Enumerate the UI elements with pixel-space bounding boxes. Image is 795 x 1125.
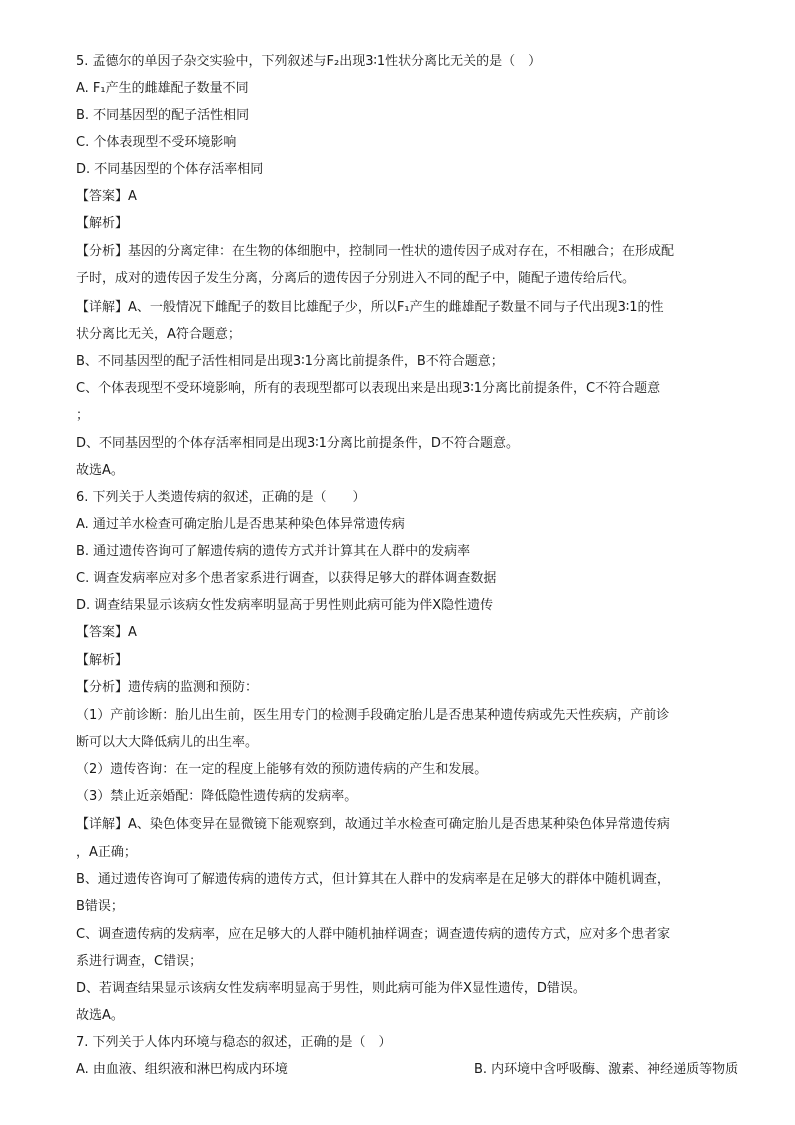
conclusion-line: 故选A。 [76,1008,124,1023]
text-line: D、不同基因型的个体存活率相同是出现3∶1分离比前提条件，D不符合题意。 [76,436,519,451]
text-line: 断可以大大降低病儿的出生率。 [76,735,259,750]
option-a: A. 由血液、组织液和淋巴构成内环境 [76,1062,288,1077]
text-line: B、不同基因型的配子活性相同是出现3∶1分离比前提条件，B不符合题意； [76,354,504,369]
option-line: C. 调查发病率应对多个患者家系进行调查，以获得足够大的群体调查数据 [76,571,497,586]
conclusion-line: 故选A。 [76,463,124,478]
option-line: A. 通过羊水检查可确定胎儿是否患某种染色体异常遗传病 [76,517,405,532]
text-line: D、若调查结果显示该病女性发病率明显高于男性，则此病可能为伴X显性遗传，D错误。 [76,981,586,996]
text-line: 状分离比无关，A符合题意； [76,327,241,342]
option-row [76,1061,739,1079]
option-line: B. 不同基因型的配子活性相同 [76,108,250,123]
text-line: C、个体表现型不受环境影响，所有的表现型都可以表现出来是出现3∶1分离比前提条件，C不符合题意 [76,381,661,396]
text-line: 【分析】遗传病的监测和预防： [76,680,259,695]
text-line: 【详解】A、染色体变异在显微镜下能观察到，故通过羊水检查可确定胎儿是否患某种染色体异常遗传病 [76,817,670,832]
text-line: C、调查遗传病的发病率，应在足够大的人群中随机抽样调查；调查遗传病的遗传方式，应对多个患者家 [76,927,671,942]
text-line: 【详解】A、一般情况下雌配子的数目比雄配子少，所以F₁产生的雌雄配子数量不同与子代出现3∶1的性 [76,300,664,315]
question-7-stem: 7. 下列关于人体内环境与稳态的叙述，正确的是（ ） [76,1035,392,1050]
option-line: D. 不同基因型的个体存活率相同 [76,162,264,177]
text-line: ，A正确； [76,845,137,860]
text-line: 系进行调查，C错误； [76,954,203,969]
text-line: ； [76,408,90,423]
question-5-stem: 5. 孟德尔的单因子杂交实验中，下列叙述与F₂出现3∶1性状分离比无关的是（ ） [76,54,542,69]
option-b: B. 内环境中含呼吸酶、激素、神经递质等物质 [474,1062,739,1077]
text-line: 子时，成对的遗传因子发生分离，分离后的遗传因子分别进入不同的配子中，随配子遗传给后代。 [76,271,636,286]
text-line: B错误； [76,899,124,914]
text-line: （3）禁止近亲婚配：降低隐性遗传病的发病率。 [76,789,358,804]
option-line: B. 通过遗传咨询可了解遗传病的遗传方式并计算其在人群中的发病率 [76,544,471,559]
answer-label: 【答案】A [76,625,137,640]
analysis-label: 【解析】 [76,216,129,231]
option-line: C. 个体表现型不受环境影响 [76,135,237,150]
text-line: （2）遗传咨询：在一定的程度上能够有效的预防遗传病的产生和发展。 [76,762,488,777]
option-line: D. 调查结果显示该病女性发病率明显高于男性则此病可能为伴X隐性遗传 [76,598,494,613]
question-6-stem: 6. 下列关于人类遗传病的叙述，正确的是（ ） [76,490,366,505]
option-line: A. F₁产生的雌雄配子数量不同 [76,81,249,96]
analysis-label: 【解析】 [76,653,129,668]
text-line: 【分析】基因的分离定律：在生物的体细胞中，控制同一性状的遗传因子成对存在，不相融合；在形成配 [76,244,675,259]
answer-label: 【答案】A [76,189,137,204]
text-line: （1）产前诊断：胎儿出生前，医生用专门的检测手段确定胎儿是否患某种遗传病或先天性疾病，产前诊 [76,708,670,723]
text-line: B、通过遗传咨询可了解遗传病的遗传方式，但计算其在人群中的发病率是在足够大的群体中随机调查， [76,872,670,887]
